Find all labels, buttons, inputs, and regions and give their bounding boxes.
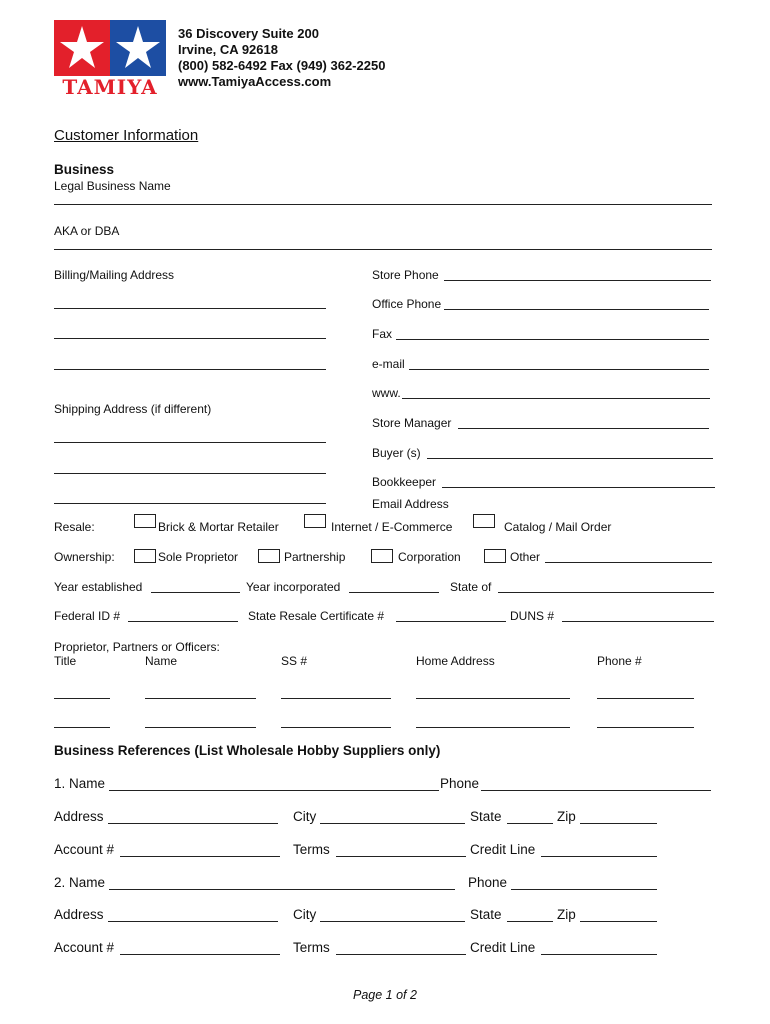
www-label: www.: [372, 386, 401, 400]
ref2-name-label: 2. Name: [54, 875, 106, 890]
shipping-address-line-2[interactable]: [54, 473, 326, 474]
office-phone-label: Office Phone: [372, 297, 442, 311]
resale-internet-label: Internet / E-Commerce: [331, 520, 453, 534]
shipping-address-line-3[interactable]: [54, 503, 326, 504]
officer2-ss-field[interactable]: [281, 727, 391, 728]
fax-field[interactable]: [396, 339, 709, 340]
duns-label: DUNS #: [510, 609, 555, 623]
officers-heading: Proprietor, Partners or Officers:: [54, 640, 220, 654]
section-title: Customer Information: [54, 127, 199, 144]
ref2-credit-field[interactable]: [541, 954, 657, 955]
state-of-label: State of: [450, 580, 492, 594]
store-phone-label: Store Phone: [372, 268, 439, 282]
email-label: e-mail: [372, 357, 405, 371]
buyer-field[interactable]: [427, 458, 713, 459]
aka-label: AKA or DBA: [54, 224, 120, 238]
year-established-field[interactable]: [151, 592, 240, 593]
ref1-state-field[interactable]: [507, 823, 553, 824]
resale-catalog-label: Catalog / Mail Order: [504, 520, 612, 534]
federal-id-label: Federal ID #: [54, 609, 121, 623]
address-line1: 36 Discovery Suite 200: [178, 26, 319, 41]
ref2-name-field[interactable]: [109, 889, 455, 890]
ref2-credit-label: Credit Line: [470, 940, 536, 955]
ref1-address-field[interactable]: [108, 823, 278, 824]
ref1-state-label: State: [470, 809, 502, 824]
ref1-terms-label: Terms: [293, 842, 330, 857]
resale-label: Resale:: [54, 520, 95, 534]
legal-name-label: Legal Business Name: [54, 179, 171, 193]
bookkeeper-label: Bookkeeper: [372, 475, 437, 489]
email-address-label: Email Address: [372, 497, 449, 511]
ref1-account-field[interactable]: [120, 856, 280, 857]
year-incorporated-field[interactable]: [349, 592, 439, 593]
store-manager-field[interactable]: [458, 428, 709, 429]
ref1-zip-label: Zip: [557, 809, 576, 824]
bookkeeper-field[interactable]: [442, 487, 715, 488]
star-icon: [54, 20, 166, 76]
shipping-address-line-1[interactable]: [54, 442, 326, 443]
ownership-sole-label: Sole Proprietor: [158, 550, 239, 564]
officer2-address-field[interactable]: [416, 727, 570, 728]
company-address: [178, 26, 385, 90]
officer1-name-field[interactable]: [145, 698, 256, 699]
buyer-label: Buyer (s): [372, 446, 421, 460]
col-title: Title: [54, 654, 77, 668]
officer2-phone-field[interactable]: [597, 727, 694, 728]
ref1-account-label: Account #: [54, 842, 115, 857]
ownership-label: Ownership:: [54, 550, 115, 564]
resale-cert-field[interactable]: [396, 621, 506, 622]
legal-name-field[interactable]: [54, 204, 712, 205]
address-line2: Irvine, CA 92618: [178, 42, 278, 57]
phone-fax: (800) 582-6492 Fax (949) 362-2250: [178, 58, 386, 73]
billing-address-line-3[interactable]: [54, 369, 326, 370]
billing-label: Billing/Mailing Address: [54, 268, 175, 282]
ref2-account-field[interactable]: [120, 954, 280, 955]
officer1-phone-field[interactable]: [597, 698, 694, 699]
ref2-phone-label: Phone: [468, 875, 508, 890]
office-phone-field[interactable]: [444, 309, 709, 310]
fax-label: Fax: [372, 327, 393, 341]
ref2-terms-label: Terms: [293, 940, 330, 955]
resale-internet-checkbox[interactable]: [304, 514, 326, 528]
resale-catalog-checkbox[interactable]: [473, 514, 495, 528]
ref1-credit-label: Credit Line: [470, 842, 536, 857]
ref1-name-label: 1. Name: [54, 776, 106, 791]
ref2-state-label: State: [470, 907, 502, 922]
ownership-other-field[interactable]: [545, 562, 712, 563]
officer1-title-field[interactable]: [54, 698, 110, 699]
ref2-address-field[interactable]: [108, 921, 278, 922]
references-heading: Business References (List Wholesale Hobby Suppliers only): [54, 743, 441, 758]
ownership-partnership-label: Partnership: [284, 550, 346, 564]
ref2-state-field[interactable]: [507, 921, 553, 922]
ref1-terms-field[interactable]: [336, 856, 466, 857]
ref2-zip-label: Zip: [557, 907, 576, 922]
officer1-address-field[interactable]: [416, 698, 570, 699]
officer1-ss-field[interactable]: [281, 698, 391, 699]
aka-field[interactable]: [54, 249, 712, 250]
ref2-phone-field[interactable]: [511, 889, 657, 890]
website: www.TamiyaAccess.com: [178, 74, 332, 89]
ref1-address-label: Address: [54, 809, 104, 824]
resale-cert-label: State Resale Certificate #: [248, 609, 385, 623]
ref2-account-label: Account #: [54, 940, 115, 955]
ref1-credit-field[interactable]: [541, 856, 657, 857]
ownership-partnership-checkbox[interactable]: [258, 549, 280, 563]
billing-address-line-1[interactable]: [54, 308, 326, 309]
ref1-phone-field[interactable]: [481, 790, 711, 791]
logo-wordmark: TAMIYA: [54, 76, 166, 98]
col-phone: Phone #: [597, 654, 642, 668]
ref2-address-label: Address: [54, 907, 104, 922]
email-field[interactable]: [409, 369, 709, 370]
duns-field[interactable]: [562, 621, 714, 622]
ownership-sole-checkbox[interactable]: [134, 549, 156, 563]
federal-id-field[interactable]: [128, 621, 238, 622]
resale-brick-checkbox[interactable]: [134, 514, 156, 528]
tamiya-logo: [54, 20, 166, 98]
ownership-other-label: Other: [510, 550, 541, 564]
ref2-city-label: City: [293, 907, 317, 922]
resale-brick-label: Brick & Mortar Retailer: [158, 520, 279, 534]
ownership-other-checkbox[interactable]: [484, 549, 506, 563]
ownership-corporation-label: Corporation: [398, 550, 461, 564]
year-incorporated-label: Year incorporated: [246, 580, 341, 594]
officer2-name-field[interactable]: [145, 727, 256, 728]
ref1-phone-label: Phone: [440, 776, 480, 791]
store-manager-label: Store Manager: [372, 416, 452, 430]
page-number: Page 1 of 2: [353, 988, 417, 1002]
ref2-terms-field[interactable]: [336, 954, 466, 955]
ref1-zip-field[interactable]: [580, 823, 657, 824]
www-field[interactable]: [402, 398, 710, 399]
ref2-city-field[interactable]: [320, 921, 465, 922]
ownership-corporation-checkbox[interactable]: [371, 549, 393, 563]
billing-address-line-2[interactable]: [54, 338, 326, 339]
col-home-address: Home Address: [416, 654, 495, 668]
officer2-title-field[interactable]: [54, 727, 110, 728]
col-ss: SS #: [281, 654, 308, 668]
store-phone-field[interactable]: [444, 280, 711, 281]
shipping-label: Shipping Address (if different): [54, 402, 212, 416]
ref2-zip-field[interactable]: [580, 921, 657, 922]
ref1-city-label: City: [293, 809, 317, 824]
state-of-field[interactable]: [498, 592, 714, 593]
col-name: Name: [145, 654, 178, 668]
ref1-city-field[interactable]: [320, 823, 465, 824]
year-established-label: Year established: [54, 580, 143, 594]
ref1-name-field[interactable]: [109, 790, 439, 791]
business-heading: Business: [54, 162, 115, 177]
